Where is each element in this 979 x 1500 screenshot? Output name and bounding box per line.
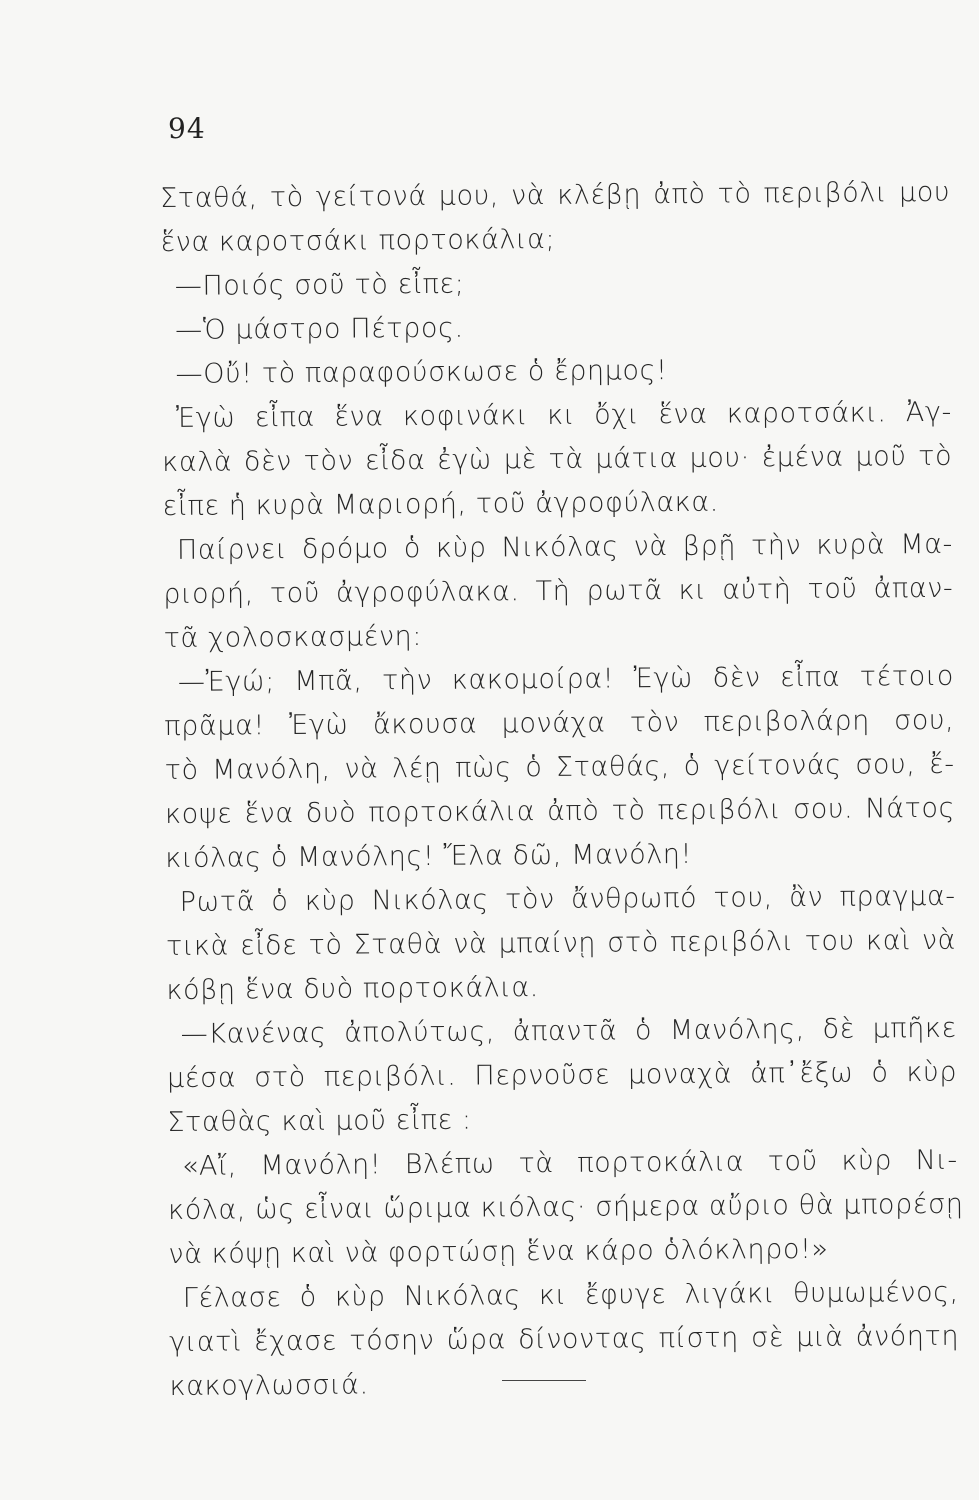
text-line: πρᾶμα! Ἐγὼ ἄκουσα μονάχα τὸν περιβολάρη σου, [164, 704, 955, 742]
text-line: —Ποιός σοῦ τὸ εἶπε; [174, 268, 465, 302]
text-line: ριορή, τοῦ ἀγροφύλακα. Τὴ ρωτᾶ κι αὐτὴ τοῦ ἀπαν- [163, 572, 954, 610]
text-line: κακογλωσσιά. [169, 1369, 369, 1402]
text-line: τικὰ εἶδε τὸ Σταθὰ νὰ μπαίνῃ στὸ περιβόλι του καὶ νὰ [165, 924, 957, 962]
text-line: Ρωτᾶ ὁ κὺρ Νικόλας τὸν ἄνθρωπό του, ἂν πραγμα- [179, 880, 956, 918]
text-line: Σταθὰς καὶ μοῦ εἶπε : [167, 1104, 472, 1138]
page-number: 94 [168, 112, 206, 145]
text-line: Ἐγὼ εἶπα ἕνα κοφινάκι κι ὄχι ἕνα καροτσάκι. Ἀγ- [175, 396, 952, 434]
text-line: κιόλας ὁ Μανόλης! Ἔλα δῶ, Μανόλη! [165, 838, 693, 874]
text-line: —Ὁ μάστρο Πέτρος. [175, 312, 464, 346]
text-line: —Κανένας ἀπολύτως, ἀπαντᾶ ὁ Μανόλης, δὲ μπῆκε [180, 1012, 957, 1050]
text-line: γιατὶ ἔχασε τόσην ὥρα δίνοντας πίστη σὲ μιὰ ἀνόητη [169, 1320, 960, 1358]
text-line: κόλα, ὡς εἶναι ὥριμα κιόλας· σήμερα αὔριο θὰ μπορέσῃ [167, 1188, 964, 1226]
text-line: κόβῃ ἕνα δυὸ πορτοκάλια. [166, 972, 540, 1006]
text-line: —Ἐγώ; Μπᾶ, τὴν κακομοίρα! Ἐγὼ δὲν εἶπα τέτοιο [177, 660, 955, 698]
text-line: «Αἴ, Μανόλη! Βλέπω τὰ πορτοκάλια τοῦ κὺρ Νι- [181, 1144, 958, 1182]
text-line: μέσα στὸ περιβόλι. Περνοῦσε μοναχὰ ἀπ᾿ἔξω ὁ κὺρ [166, 1056, 958, 1094]
text-line: Σταθά, τὸ γείτονά μου, νὰ κλέβῃ ἀπὸ τὸ περιβόλι μου [160, 176, 951, 214]
text-line: εἶπε ἡ κυρὰ Μαριορή, τοῦ ἀγροφύλακα. [162, 486, 719, 522]
text-line: νὰ κόψῃ καὶ νὰ φορτώσῃ ἕνα κάρο ὁλόκληρο!» [168, 1233, 829, 1270]
text-line: —Οὔ! τὸ παραφούσκωσε ὁ ἔρημος! [175, 355, 668, 390]
text-line: Γέλασε ὁ κὺρ Νικόλας κι ἔφυγε λιγάκι θυμωμένος, [182, 1276, 959, 1314]
text-line: κοψε ἕνα δυὸ πορτοκάλια ἀπὸ τὸ περιβόλι σου. Νάτος [164, 792, 956, 830]
text-line: τὸ Μανόλη, νὰ λέῃ πὼς ὁ Σταθάς, ὁ γείτονάς σου, ἔ- [164, 748, 955, 786]
text-line: ἕνα καροτσάκι πορτοκάλια; [160, 223, 556, 258]
end-rule [502, 1380, 586, 1381]
text-line: τᾶ χολοσκασμένη: [163, 620, 423, 654]
body-text [160, 171, 964, 1409]
text-line: καλὰ δὲν τὸν εἶδα ἐγὼ μὲ τὰ μάτια μου· ἐμένα μοῦ τὸ [162, 440, 953, 478]
text-line: Παίρνει δρόμο ὁ κὺρ Νικόλας νὰ βρῇ τὴν κυρὰ Μα- [176, 528, 954, 566]
